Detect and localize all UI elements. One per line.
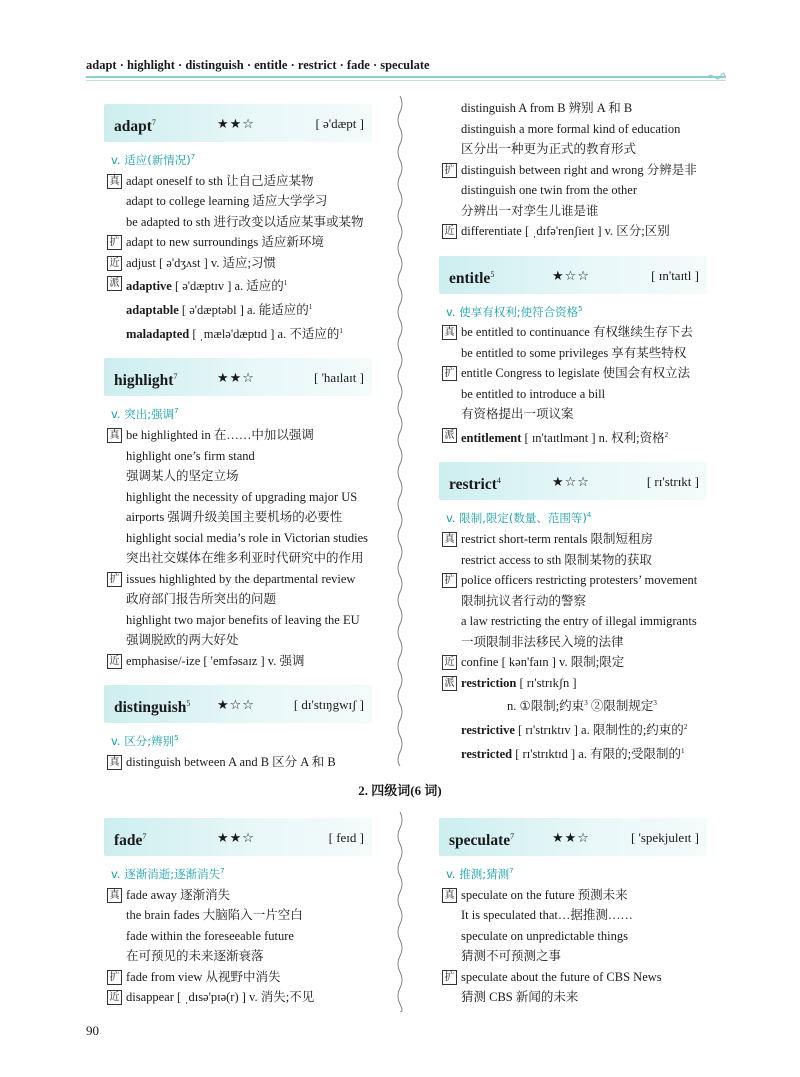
tag-jin-icon: 近 <box>442 224 457 239</box>
column-divider-top <box>395 96 405 766</box>
tag-kuo-icon: 扩 <box>442 163 457 178</box>
left-column-bottom <box>106 818 391 1008</box>
star-rating: ★★☆ <box>552 831 590 846</box>
left-column <box>106 104 391 772</box>
entry-distinguish <box>106 685 391 772</box>
star-rating: ★☆☆ <box>217 698 255 714</box>
example-line: be adapted to sth 进行改变以适应某事或某物 <box>126 214 364 229</box>
example-line: 突出社交媒体在维多利亚时代研究中的作用 <box>126 551 364 566</box>
entry-adapt <box>106 104 391 344</box>
example-line: 真 restrict short-term rentals 限制短租房 <box>441 529 726 550</box>
page-header: adapt · highlight · distinguish · entitle · restrict · fade · speculate <box>86 58 430 72</box>
tag-zhen-icon: 真 <box>107 755 122 770</box>
tag-jin-icon: 近 <box>442 655 457 670</box>
word-box <box>439 462 707 500</box>
tag-zhen-icon: 真 <box>442 532 457 547</box>
example-line: the brain fades 大脑陷入一片空白 <box>126 908 303 923</box>
derivative-line: restrictive [ rɪ'strɪktɪv ] a. 限制性的;约束的$^2$ <box>461 722 688 738</box>
example-line: be entitled to introduce a bill <box>461 386 606 401</box>
example-line: 分辨出一对孪生儿谁是谁 <box>461 203 599 218</box>
derivative-line: restricted [ rɪ'strɪktɪd ] a. 有限的;受限制的$^1$ <box>461 746 685 761</box>
tag-jin-icon: 近 <box>107 256 122 271</box>
headword: distinguish$^5$ <box>114 699 191 717</box>
star-rating: ★☆☆ <box>552 268 590 284</box>
header-rule-thin <box>86 80 726 81</box>
example-line: restrict access to sth 限制某物的获取 <box>461 552 652 567</box>
example-line: a law restricting the entry of illegal immigrants <box>461 614 697 629</box>
example-line: 真 speculate on the future 预测未来 <box>441 885 726 906</box>
entry-highlight <box>106 358 391 671</box>
meaning: v. 突出;强调$^7$ <box>111 407 179 422</box>
tag-kuo-icon: 扩 <box>107 572 122 587</box>
right-column <box>441 98 726 764</box>
derivative-line: maladapted [ ˌmælə'dæptɪd ] a. 不适应的$^1$ <box>126 326 343 341</box>
tag-zhen-icon: 真 <box>107 428 122 443</box>
meaning: v. 逐渐消逝;逐渐消失$^7$ <box>111 866 225 881</box>
meaning: v. 限制,限定(数量、范围等)$^4$ <box>446 511 592 526</box>
meaning: v. 适应(新情况)$^7$ <box>111 152 196 167</box>
example-line: 有资格提出一项议案 <box>461 407 574 422</box>
phonetic: [ ɪn'taɪtl ] <box>651 267 699 283</box>
tag-zhen-icon: 真 <box>442 888 457 903</box>
tag-pai-icon: 派 <box>442 428 457 443</box>
example-line: 猜测 CBS 新闻的未来 <box>461 990 579 1005</box>
example-line: 区分出一种更为正式的教育形式 <box>461 142 637 156</box>
example-line: 扩 entitle Congress to legislate 使国会有权立法 <box>441 363 726 384</box>
example-line: 扩 distinguish between right and wrong 分辨是非 <box>441 160 726 181</box>
word-box <box>439 818 707 856</box>
tag-kuo-icon: 扩 <box>442 573 457 588</box>
word-box <box>104 358 372 396</box>
phonetic: [ dɪ'stɪŋgwɪʃ ] <box>293 697 364 713</box>
headword: restrict$^4$ <box>449 476 501 494</box>
example-line: fade within the foreseeable future <box>126 928 294 943</box>
phonetic: [ ə'dæpt ] <box>315 116 364 131</box>
meaning: v. 使享有权利;使符合资格$^5$ <box>446 304 583 319</box>
example-line: 真 be entitled to continuance 有权继续生存下去 <box>441 322 726 343</box>
tag-jin-icon: 近 <box>107 654 122 669</box>
synonym-line: 近 disappear [ ˌdɪsə'pɪə(r) ] v. 消失;不见 <box>106 987 391 1008</box>
star-rating: ★★☆ <box>217 831 255 846</box>
tag-pai-icon: 派 <box>442 676 457 691</box>
example-line: 真 be highlighted in 在……中加以强调 <box>106 425 391 446</box>
word-box <box>439 256 707 294</box>
example-line: highlight social media’s role in Victorian studies <box>126 530 369 545</box>
tag-kuo-icon: 扩 <box>442 366 457 381</box>
entry-entitle <box>441 256 726 449</box>
example-line: distinguish A from B 辨别 A 和 B <box>461 101 633 115</box>
meaning: v. 区分;辨别$^5$ <box>111 733 179 748</box>
phonetic: [ 'haɪlaɪt ] <box>314 370 364 386</box>
headword: adapt$^7$ <box>114 118 156 136</box>
example-line: adapt to college learning 适应大学学习 <box>126 194 328 209</box>
derivative-line: n. ①限制;约束$^3$ ②限制规定$^3$ <box>507 699 657 714</box>
example-line: 扩 speculate about the future of CBS News <box>441 967 726 988</box>
word-box <box>104 104 372 142</box>
entry-speculate <box>441 818 726 1008</box>
example-line: 真 adapt oneself to sth 让自己适应某物 <box>106 171 391 192</box>
headword: speculate$^7$ <box>449 832 515 850</box>
derivative-line: 派 entitlement [ ɪn'taɪtlmənt ] n. 权利;资格$^2$ <box>441 425 726 449</box>
example-line: 强调某人的坚定立场 <box>126 469 239 484</box>
example-line: distinguish a more formal kind of education <box>461 121 681 136</box>
phonetic: [ feɪd ] <box>328 830 364 845</box>
tag-kuo-icon: 扩 <box>107 235 122 250</box>
synonym-line: 近 adjust [ ə'dʒʌst ] v. 适应;习惯 <box>106 253 391 274</box>
header-rule <box>86 76 726 78</box>
tag-zhen-icon: 真 <box>107 888 122 903</box>
example-line: 扩 issues highlighted by the departmental review <box>106 569 391 590</box>
header-ornament-icon <box>706 70 726 84</box>
example-line: highlight one’s firm stand <box>126 448 255 463</box>
star-rating: ★★☆ <box>217 371 255 387</box>
example-line: 扩 fade from view 从视野中消失 <box>106 967 391 988</box>
example-line: 在可预见的未来逐渐衰落 <box>126 949 264 964</box>
example-line: 扩 adapt to new surroundings 适应新环境 <box>106 232 391 253</box>
example-line: speculate on unpredictable things <box>461 928 628 943</box>
column-divider-bottom <box>395 812 405 1012</box>
example-line: 限制抗议者行动的警察 <box>461 593 587 608</box>
phonetic: [ 'spekjuleɪt ] <box>630 830 699 845</box>
entry-restrict <box>441 462 726 764</box>
example-line: 扩 police officers restricting protesters’ movement <box>441 570 726 591</box>
example-line: 强调脱欧的两大好处 <box>126 633 239 648</box>
example-line: highlight the necessity of upgrading major US <box>126 489 358 504</box>
section-title: 2. 四级词(6 词) <box>358 783 442 798</box>
derivative-line: adaptable [ ə'dæptəbl ] a. 能适应的$^1$ <box>126 302 313 318</box>
entry-fade <box>106 818 391 1008</box>
derivative-line: 派 adaptive [ ə'dæptɪv ] a. 适应的$^1$ <box>106 273 391 297</box>
tag-jin-icon: 近 <box>107 990 122 1005</box>
example-line: 真 distinguish between A and B 区分 A 和 B <box>106 752 391 773</box>
tag-kuo-icon: 扩 <box>442 970 457 985</box>
example-line: 猜测不可预测之事 <box>461 949 562 964</box>
tag-zhen-icon: 真 <box>107 174 122 189</box>
star-rating: ★★☆ <box>217 117 255 132</box>
right-column-bottom <box>441 818 726 1008</box>
derivative-line: 派 restriction [ rɪ'strɪkʃn ] <box>441 673 726 694</box>
example-line: distinguish one twin from the other <box>461 183 638 197</box>
tag-kuo-icon: 扩 <box>107 970 122 985</box>
tag-pai-icon: 派 <box>107 276 122 291</box>
phonetic: [ rɪ'strɪkt ] <box>646 474 699 490</box>
synonym-line: 近 confine [ kən'faɪn ] v. 限制;限定 <box>441 652 726 673</box>
page-number: 90 <box>86 1023 99 1038</box>
star-rating: ★☆☆ <box>552 475 590 491</box>
example-line: 政府部门报告所突出的问题 <box>126 592 277 607</box>
example-line: 真 fade away 逐渐消失 <box>106 885 391 906</box>
headword: fade$^7$ <box>114 832 147 850</box>
word-box <box>104 818 372 856</box>
headword: highlight$^7$ <box>114 372 178 390</box>
example-line: It is speculated that…据推测…… <box>461 908 633 923</box>
headword: entitle$^5$ <box>449 269 495 287</box>
word-box <box>104 685 372 723</box>
example-line: be entitled to some privileges 享有某些特权 <box>461 345 687 360</box>
example-line: highlight two major benefits of leaving the EU <box>126 612 360 627</box>
meaning: v. 推测;猜测$^7$ <box>446 866 514 881</box>
synonym-line: 近 emphasise/-ize [ 'emfəsaɪz ] v. 强调 <box>106 651 391 672</box>
example-line: airports 强调升级美国主要机场的必要性 <box>126 510 343 525</box>
synonym-line: 近 differentiate [ ˌdɪfə'renʃieɪt ] v. 区分;区别 <box>441 221 726 242</box>
tag-zhen-icon: 真 <box>442 325 457 340</box>
example-line: 一项限制非法移民入境的法律 <box>461 634 624 649</box>
